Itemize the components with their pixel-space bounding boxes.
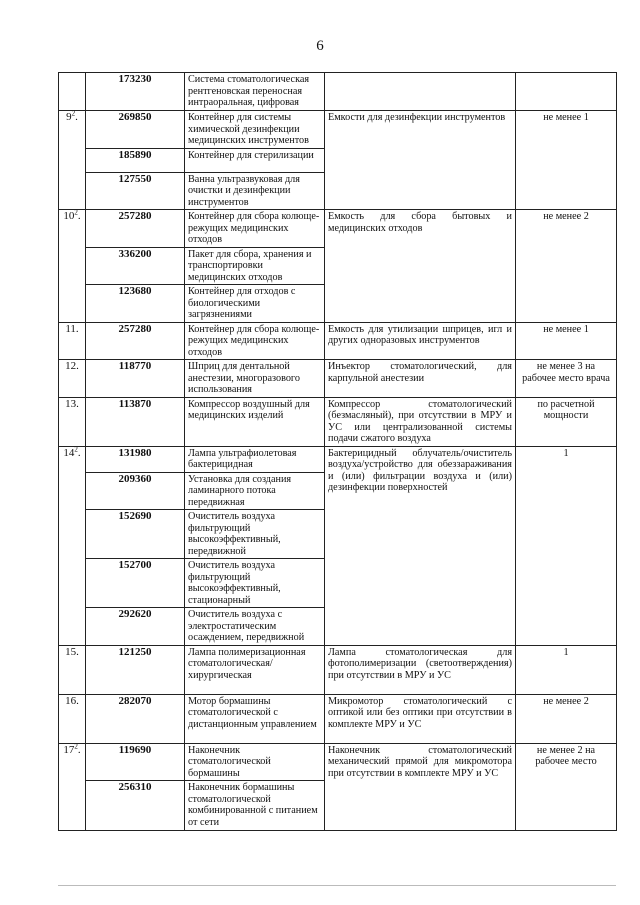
- row-number: 11.: [59, 322, 86, 360]
- row-number: $9^2$.: [59, 111, 86, 210]
- item-quantity: не менее 2: [516, 210, 617, 323]
- nomenclature-code: 152700: [86, 559, 185, 608]
- nomenclature-code: 173230: [86, 73, 185, 111]
- item-quantity: не менее 3 на рабочее место врача: [516, 360, 617, 398]
- item-name: Контейнер для системы химической дезинфекции медицинских инструментов: [185, 111, 325, 149]
- item-requirement: Бактерицидный облучатель/очиститель воздуха/устройство для обеззараживания и (или) фильтрации воздуха и (или) дезинфекции поверхностей: [325, 446, 516, 645]
- nomenclature-code: 257280: [86, 210, 185, 248]
- item-name: Система стоматологическая рентгеновская переносная интраоральная, цифровая: [185, 73, 325, 111]
- item-quantity: 1: [516, 645, 617, 694]
- nomenclature-code: 118770: [86, 360, 185, 398]
- item-name: Наконечник стоматологической бормашины: [185, 743, 325, 781]
- row-number: [59, 73, 86, 111]
- table-row: [59, 743, 617, 781]
- item-requirement: Емкости для дезинфекции инструментов: [325, 111, 516, 210]
- table-row: [59, 397, 617, 446]
- nomenclature-code: 152690: [86, 510, 185, 559]
- item-name: Очиститель воздуха с электростатическим осаждением, передвижной: [185, 608, 325, 646]
- nomenclature-code: 119690: [86, 743, 185, 781]
- item-requirement: Лампа стоматологическая для фотополимеризации (светоотверждения) при отсутствии в МРУ и УС: [325, 645, 516, 694]
- nomenclature-code: 257280: [86, 322, 185, 360]
- item-requirement: [325, 73, 516, 111]
- item-name: Контейнер для стерилизации: [185, 148, 325, 172]
- nomenclature-code: 256310: [86, 781, 185, 831]
- item-quantity: не менее 2 на рабочее место: [516, 743, 617, 831]
- table-row: [59, 322, 617, 360]
- row-number: $10^2$.: [59, 210, 86, 323]
- item-name: Контейнер для сбора колюще-режущих медицинских отходов: [185, 210, 325, 248]
- item-name: Наконечник бормашины стоматологической комбинированной с питанием от сети: [185, 781, 325, 831]
- nomenclature-code: 121250: [86, 645, 185, 694]
- item-name: Пакет для сбора, хранения и транспортировки медицинских отходов: [185, 247, 325, 285]
- item-quantity: не менее 1: [516, 322, 617, 360]
- table-row: [59, 446, 617, 472]
- item-name: Мотор бормашины стоматологической с дистанционным управлением: [185, 694, 325, 743]
- table-row: [59, 360, 617, 398]
- item-name: Компрессор воздушный для медицинских изделий: [185, 397, 325, 446]
- item-requirement: Инъектор стоматологический, для карпульной анестезии: [325, 360, 516, 398]
- nomenclature-code: 336200: [86, 247, 185, 285]
- item-name: Установка для создания ламинарного потока передвижная: [185, 472, 325, 510]
- item-quantity: по расчетной мощности: [516, 397, 617, 446]
- row-number: 12.: [59, 360, 86, 398]
- item-quantity: [516, 73, 617, 111]
- nomenclature-code: 123680: [86, 285, 185, 323]
- row-number: $14^2$.: [59, 446, 86, 645]
- nomenclature-code: 292620: [86, 608, 185, 646]
- item-requirement: Микромотор стоматологический с оптикой или без оптики при отсутствии в комплекте МРУ и УС: [325, 694, 516, 743]
- row-number: $17^2$.: [59, 743, 86, 831]
- item-requirement: Наконечник стоматологический механический прямой для микромотора при отсутствии в комплекте МРУ и УС: [325, 743, 516, 831]
- page-bottom-edge: [58, 885, 616, 886]
- item-requirement: Емкость для сбора бытовых и медицинских отходов: [325, 210, 516, 323]
- nomenclature-code: 113870: [86, 397, 185, 446]
- item-name: Ванна ультразвуковая для очистки и дезинфекции инструментов: [185, 172, 325, 210]
- table-row: [59, 210, 617, 248]
- nomenclature-code: 185890: [86, 148, 185, 172]
- row-number: 16.: [59, 694, 86, 743]
- nomenclature-code: 209360: [86, 472, 185, 510]
- page-number: 6: [316, 38, 324, 54]
- item-requirement: Емкость для утилизации шприцев, игл и других одноразовых инструментов: [325, 322, 516, 360]
- row-number: 13.: [59, 397, 86, 446]
- item-name: Очиститель воздуха фильтрующий высокоэффективный, передвижной: [185, 510, 325, 559]
- item-quantity: не менее 1: [516, 111, 617, 210]
- item-name: Контейнер для отходов с биологическими загрязнениями: [185, 285, 325, 323]
- table-row: [59, 645, 617, 694]
- item-name: Лампа ультрафиолетовая бактерицидная: [185, 446, 325, 472]
- nomenclature-code: 131980: [86, 446, 185, 472]
- item-quantity: не менее 2: [516, 694, 617, 743]
- nomenclature-code: 127550: [86, 172, 185, 210]
- row-number: 15.: [59, 645, 86, 694]
- nomenclature-code: 269850: [86, 111, 185, 149]
- nomenclature-code: 282070: [86, 694, 185, 743]
- equipment-table: [58, 72, 617, 831]
- item-name: Очиститель воздуха фильтрующий высокоэффективный, стационарный: [185, 559, 325, 608]
- item-requirement: Компрессор стоматологический (безмасляный), при отсутствии в МРУ и УС или централизованной системы подачи сжатого воздуха: [325, 397, 516, 446]
- item-name: Лампа полимеризационная стоматологическая/хирургическая: [185, 645, 325, 694]
- item-name: Шприц для дентальной анестезии, многоразового использования: [185, 360, 325, 398]
- table-row: [59, 73, 617, 111]
- table-row: [59, 111, 617, 149]
- item-quantity: 1: [516, 446, 617, 645]
- item-name: Контейнер для сбора колюще-режущих медицинских отходов: [185, 322, 325, 360]
- table-row: [59, 694, 617, 743]
